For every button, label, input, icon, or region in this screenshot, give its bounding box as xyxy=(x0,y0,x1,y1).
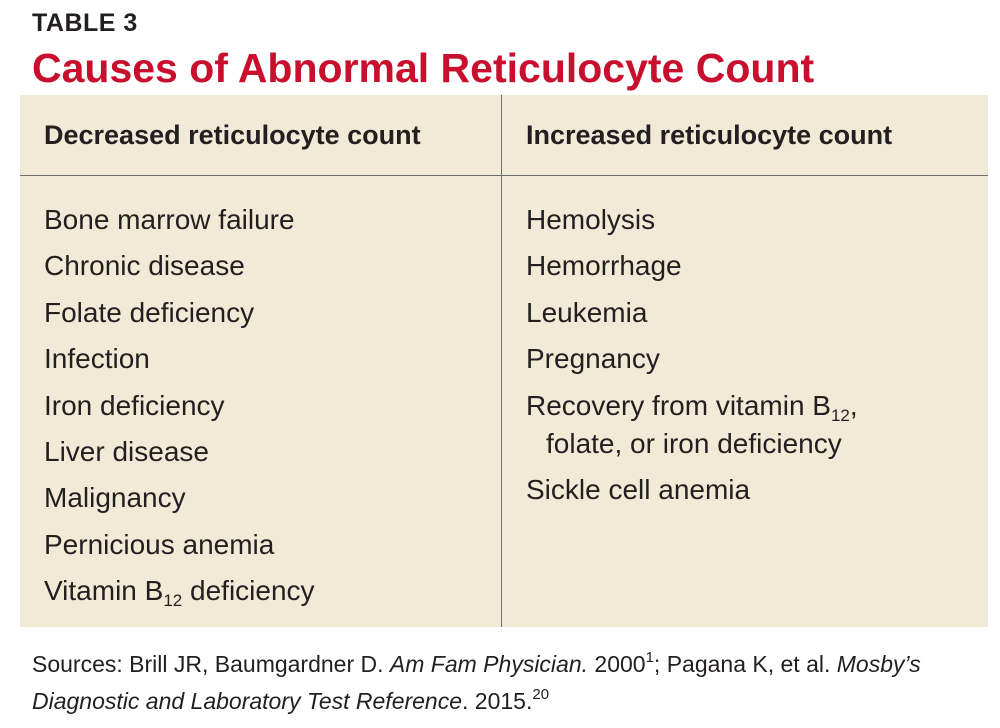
sources-text: Sources: Brill JR, Baumgardner D. xyxy=(32,651,390,677)
list-item: Bone marrow failure xyxy=(44,204,295,235)
subscript: 12 xyxy=(163,591,183,611)
sources-text: ; Pagana K, et al. xyxy=(653,651,837,677)
header-rule xyxy=(20,175,988,176)
sources-note xyxy=(32,646,982,720)
list-item: Pernicious anemia xyxy=(44,528,275,560)
table-label: TABLE 3 xyxy=(32,9,138,37)
list-item: Liver disease xyxy=(44,436,209,468)
header-increased: Increased reticulocyte count xyxy=(526,120,893,150)
item-text: Vitamin B xyxy=(44,575,164,607)
header-decreased: Decreased reticulocyte count xyxy=(44,120,421,150)
journal-name: Am Fam Physician. xyxy=(389,651,589,677)
list-item-vitamin-b12 xyxy=(44,568,315,614)
item-text: deficiency xyxy=(182,575,315,607)
list-item: Folate deficiency xyxy=(44,296,255,328)
table-title: Causes of Abnormal Reticulocyte Count xyxy=(32,45,815,91)
increased-list xyxy=(526,197,858,513)
reticulocyte-table xyxy=(20,95,988,627)
list-item: Iron deficiency xyxy=(44,389,225,421)
list-item: Chronic disease xyxy=(44,250,245,282)
list-item: Sickle cell anemia xyxy=(526,473,751,505)
list-item: Leukemia xyxy=(526,296,648,328)
item-text: , xyxy=(849,389,858,421)
sources-text: . 2015. xyxy=(462,688,533,714)
list-item: Hemolysis xyxy=(526,204,656,235)
list-item: Infection xyxy=(44,343,150,375)
reference-number: 1 xyxy=(645,649,654,666)
item-continuation: folate, or iron deficiency xyxy=(546,427,842,459)
list-item: Hemorrhage xyxy=(526,250,682,282)
decreased-list xyxy=(44,197,315,615)
list-item-recovery xyxy=(526,383,858,467)
reference-number: 20 xyxy=(532,686,550,703)
list-item: Malignancy xyxy=(44,482,186,514)
book-title: Mosby’s Diagnostic and Laboratory Test Reference xyxy=(32,651,921,714)
list-item: Pregnancy xyxy=(526,343,660,375)
item-text: Recovery from vitamin B xyxy=(526,389,831,421)
subscript: 12 xyxy=(830,405,850,425)
sources-text: 2000 xyxy=(588,651,646,677)
